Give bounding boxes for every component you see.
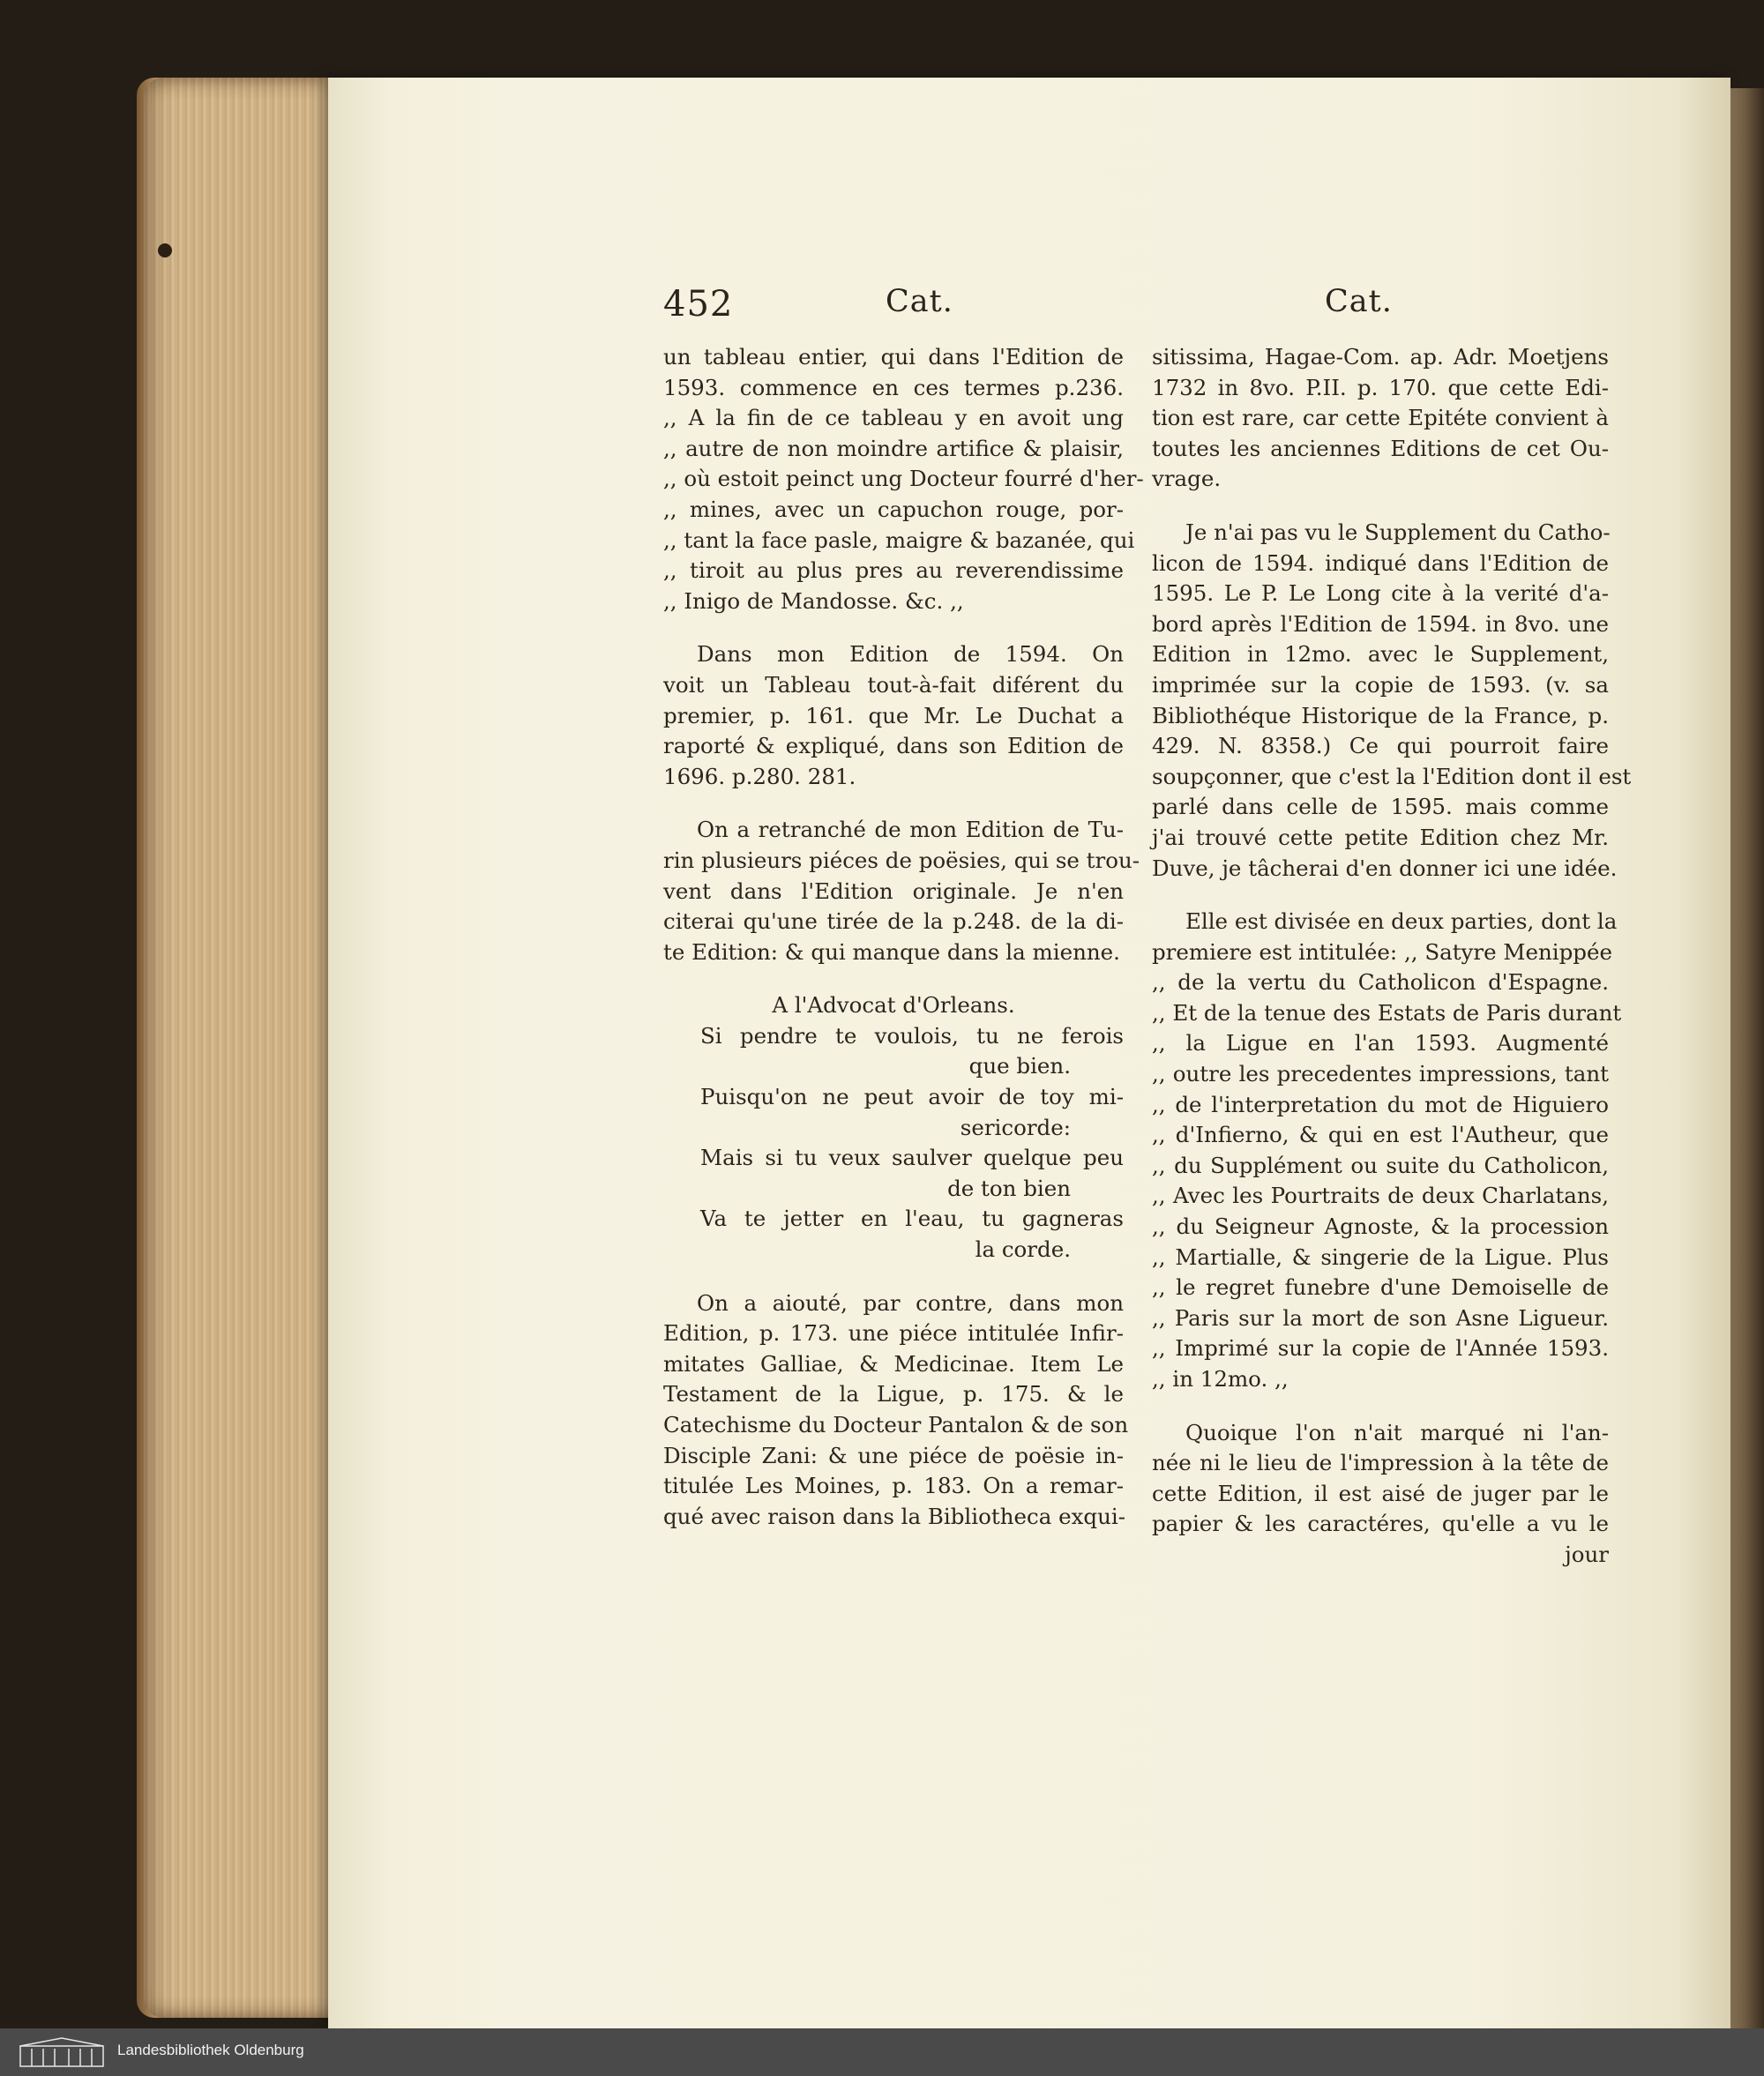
- poem-line: Va te jetter en l'eau, tu gagneras: [700, 1206, 1124, 1232]
- paragraph-gap: [663, 1266, 1124, 1288]
- text-line: ,, du Seigneur Agnoste, & la procession: [1152, 1213, 1609, 1240]
- text-line: te Edition: & qui manque dans la mienne.: [663, 938, 1120, 965]
- paragraph-gap: [663, 792, 1124, 815]
- text-line: cette Edition, il est aisé de juger par le: [1152, 1480, 1609, 1506]
- text-line: ,, de l'interpretation du mot de Higuiero: [1152, 1091, 1609, 1117]
- text-line: 1595. Le P. Le Long cite à la verité d'a-: [1152, 580, 1609, 607]
- text-line: ,, Paris sur la mort de son Asne Ligueur.: [1152, 1304, 1609, 1331]
- text-line: Edition in 12mo. avec le Supplement,: [1152, 641, 1609, 668]
- text-line: 1696. p.280. 281.: [663, 763, 856, 789]
- text-line: Elle est divisée en deux parties, dont la: [1185, 908, 1618, 935]
- paragraph-gap: [1152, 495, 1609, 518]
- paragraph-gap: [663, 616, 1124, 639]
- text-line: 1593. commence en ces termes p.236.: [663, 374, 1124, 400]
- poem-line: Puisqu'on ne peut avoir de toy mi-: [700, 1084, 1124, 1110]
- text-line: Catechisme du Docteur Pantalon & de son: [663, 1412, 1129, 1438]
- text-line: licon de 1594. indiqué dans l'Edition de: [1152, 549, 1609, 576]
- text-line: ,, Martialle, & singerie de la Ligue. Plus: [1152, 1243, 1609, 1270]
- paragraph-gap: [1152, 1395, 1609, 1418]
- text-line: bord après l'Edition de 1594. in 8vo. une: [1152, 610, 1609, 637]
- poem-line: Mais si tu veux saulver quelque peu: [700, 1145, 1124, 1171]
- text-line: rin plusieurs piéces de poësies, qui se trou-: [663, 847, 1140, 873]
- text-line: ,, Et de la tenue des Estats de Paris durant: [1152, 999, 1622, 1026]
- text-line: née ni le lieu de l'impression à la tête de: [1152, 1450, 1609, 1476]
- text-line: soupçonner, que c'est la l'Edition dont il est: [1152, 763, 1632, 789]
- left-text-column: [663, 342, 1144, 1532]
- text-line: ,, A la fin de ce tableau y en avoit ung: [663, 405, 1124, 431]
- text-line: Edition, p. 173. une piéce intitulée Infir-: [663, 1320, 1124, 1347]
- text-line: ,, où estoit peinct ung Docteur fourré d'her-: [663, 466, 1144, 492]
- text-line: Testament de la Ligue, p. 175. & le: [663, 1381, 1124, 1408]
- text-line: ,, Inigo de Mandosse. &c. ,,: [663, 587, 964, 614]
- text-line: mitates Galliae, & Medicinae. Item Le: [663, 1350, 1124, 1377]
- text-line: 1732 in 8vo. P.II. p. 170. que cette Edi-: [1152, 374, 1609, 400]
- text-line: premiere est intitulée: ,, Satyre Menippée: [1152, 938, 1612, 965]
- text-line: titulée Les Moines, p. 183. On a remar-: [663, 1473, 1124, 1499]
- text-line: vrage.: [1152, 466, 1222, 492]
- text-line: ,, Avec les Pourtraits de deux Charlatans,: [1152, 1183, 1609, 1209]
- poem-line: sericorde:: [960, 1114, 1071, 1140]
- text-line: un tableau entier, qui dans l'Edition de: [663, 344, 1124, 370]
- text-line: jour: [1565, 1541, 1609, 1567]
- text-line: ,, d'Infierno, & qui en est l'Autheur, que: [1152, 1122, 1609, 1148]
- text-line: voit un Tableau tout-à-fait diférent du: [663, 671, 1124, 698]
- footer-bar: [0, 2028, 1764, 2076]
- library-name: Landesbibliothek Oldenburg: [117, 2042, 304, 2058]
- poem-line: que bien.: [968, 1053, 1071, 1079]
- text-line: papier & les caractéres, qu'elle a vu le: [1152, 1511, 1609, 1537]
- text-line: sitissima, Hagae-Com. ap. Adr. Moetjens: [1152, 344, 1609, 370]
- text-line: toutes les anciennes Editions de cet Ou-: [1152, 435, 1609, 461]
- text-line: Disciple Zani: & une piéce de poësie in-: [663, 1442, 1124, 1468]
- text-line: ,, autre de non moindre artifice & plaisir,: [663, 435, 1124, 461]
- running-head-left: Cat.: [886, 284, 953, 319]
- text-line: ,, mines, avec un capuchon rouge, por-: [663, 496, 1124, 522]
- text-line: Bibliothéque Historique de la France, p.: [1152, 702, 1609, 728]
- text-line: ,, la Ligue en l'an 1593. Augmenté: [1152, 1030, 1609, 1057]
- text-line: ,, tiroit au plus pres au reverendissime: [663, 557, 1124, 584]
- text-line: qué avec raison dans la Bibliotheca exqui-: [663, 1503, 1125, 1529]
- text-line: 429. N. 8358.) Ce qui pourroit faire: [1152, 733, 1609, 759]
- text-line: ,, outre les precedentes impressions, tant: [1152, 1061, 1609, 1087]
- paragraph-gap: [1152, 884, 1609, 907]
- text-line: ,, in 12mo. ,,: [1152, 1366, 1289, 1392]
- text-line: ,, tant la face pasle, maigre & bazanée, qui: [663, 526, 1135, 553]
- poem-line: Si pendre te voulois, tu ne ferois: [700, 1022, 1124, 1049]
- poem-verse: [663, 1021, 1124, 1266]
- text-line: tion est rare, car cette Epitéte convient à: [1152, 405, 1609, 431]
- poem-title: A l'Advocat d'Orleans.: [772, 992, 1015, 1019]
- text-line: On a aiouté, par contre, dans mon: [697, 1289, 1124, 1316]
- text-line: ,, le regret funebre d'une Demoiselle de: [1152, 1274, 1609, 1301]
- paragraph-gap: [663, 967, 1124, 990]
- page-block-edge: [144, 78, 347, 2018]
- text-line: Dans mon Edition de 1594. On: [697, 641, 1124, 668]
- text-line: premier, p. 161. que Mr. Le Duchat a: [663, 702, 1124, 728]
- binding-hole: [158, 243, 172, 258]
- library-building-icon: [19, 2037, 104, 2067]
- text-line: raporté & expliqué, dans son Edition de: [663, 733, 1124, 759]
- poem-line: la corde.: [975, 1236, 1071, 1263]
- text-line: ,, Imprimé sur la copie de l'Année 1593.: [1152, 1335, 1609, 1362]
- text-line: Duve, je tâcherai d'en donner ici une idée.: [1152, 855, 1618, 881]
- page-number: 452: [663, 284, 734, 325]
- text-line: j'ai trouvé cette petite Edition chez Mr.: [1152, 824, 1609, 850]
- text-line: ,, de la vertu du Catholicon d'Espagne.: [1152, 969, 1609, 996]
- running-head-right: Cat.: [1325, 284, 1393, 319]
- text-line: vent dans l'Edition originale. Je n'en: [663, 877, 1124, 904]
- text-line: Quoique l'on n'ait marqué ni l'an-: [1185, 1419, 1609, 1445]
- text-line: ,, du Supplément ou suite du Catholicon,: [1152, 1152, 1609, 1178]
- poem-line: de ton bien: [947, 1175, 1071, 1201]
- text-line: imprimée sur la copie de 1593. (v. sa: [1152, 671, 1609, 698]
- text-line: Je n'ai pas vu le Supplement du Catho-: [1185, 519, 1611, 545]
- right-text-column: [1152, 342, 1632, 1571]
- text-line: parlé dans celle de 1595. mais comme: [1152, 794, 1609, 820]
- text-line: On a retranché de mon Edition de Tu-: [697, 817, 1124, 843]
- text-line: citerai qu'une tirée de la p.248. de la di-: [663, 908, 1124, 935]
